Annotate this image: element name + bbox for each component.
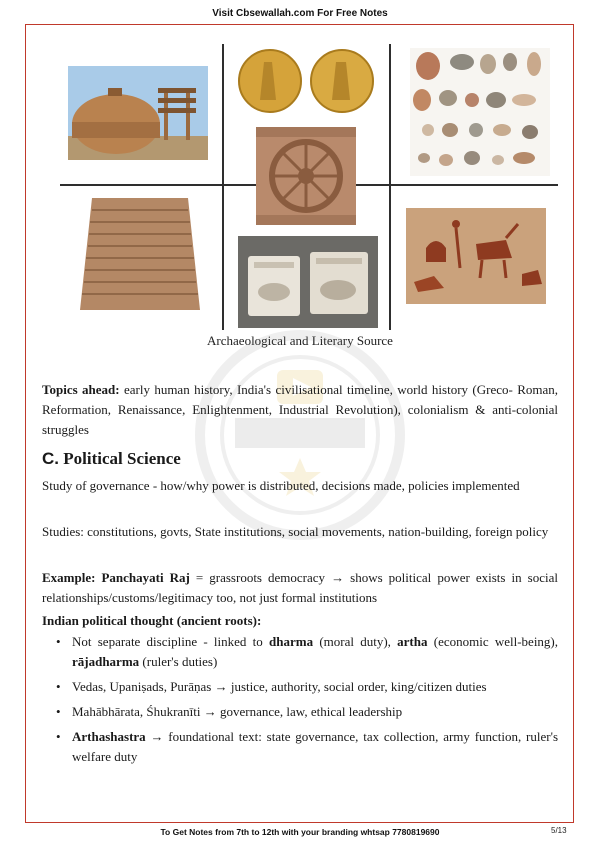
keyword: dharma [269, 634, 314, 649]
list-text: Mahābhārata, Śhukranīti → governance, law, ethical leadership [72, 704, 403, 719]
section-title: Political Science [59, 449, 181, 468]
rock-painting-image [406, 208, 546, 304]
header-banner: Visit Cbsewallah.com For Free Notes [212, 8, 388, 19]
page-number: 5/13 [551, 826, 567, 835]
section-letter: C. [42, 449, 59, 468]
bullet-icon: • [56, 679, 61, 694]
list-text: (moral duty), [313, 634, 398, 649]
list-text: → foundational text: state governance, tax collection, army function, ruler's welfare duty [72, 729, 558, 764]
topics-paragraph [42, 380, 558, 440]
indus-seals-image [238, 236, 378, 328]
example-text: = grassroots democracy → shows political power exists in social relationships/customs/legitimacy too, not just formal institutions [42, 570, 558, 605]
example-label: Example: Panchayati Raj [42, 570, 190, 585]
keyword: artha [397, 634, 428, 649]
figure-caption: Archaeological and Literary Source [207, 333, 393, 348]
gold-coins-image [236, 46, 378, 116]
konark-wheel-image [256, 127, 356, 225]
bullet-icon: • [56, 634, 61, 649]
example-paragraph [42, 568, 558, 608]
grid-vertical-right [389, 44, 391, 330]
footer-banner: To Get Notes from 7th to 12th with your branding whtsap 7780819690 [160, 827, 440, 837]
list-item [42, 727, 558, 767]
keyword: Arthashastra [72, 729, 146, 744]
list-text: Not separate discipline - linked to [72, 634, 270, 649]
list-text: Vedas, Upaniṣads, Purāṇas → justice, authority, social order, king/citizen duties [72, 679, 487, 694]
bullet-icon: • [56, 729, 61, 744]
section-heading [42, 449, 181, 469]
definition-paragraph: Study of governance - how/why power is distributed, decisions made, policies implemented [42, 478, 520, 493]
list-item [42, 632, 558, 672]
list-text: (economic well-being), [427, 634, 559, 649]
topics-text: early human history, India's civilisational timeline, world history (Greco- Roman, Reformation, Renaissance, Enlightenment, Industrial Revolution), colonialism & anti-colonial struggles [42, 382, 558, 437]
stupa-image [68, 66, 208, 160]
studies-paragraph: Studies: constitutions, govts, State institutions, social movements, nation-building, foreign policy [42, 524, 549, 539]
grid-vertical-left [222, 44, 224, 330]
list-item [42, 677, 558, 697]
keyword: rājadharma [72, 654, 140, 669]
subheading: Indian political thought (ancient roots): [42, 613, 262, 628]
topics-label: Topics ahead: [42, 382, 120, 397]
list-text: (ruler's duties) [139, 654, 218, 669]
thought-list [42, 632, 558, 772]
source-collage [0, 0, 600, 330]
list-item [42, 702, 558, 722]
pottery-artifacts-image [410, 48, 550, 176]
ashoka-pillar-inscription-image [70, 198, 210, 310]
bullet-icon: • [56, 704, 61, 719]
